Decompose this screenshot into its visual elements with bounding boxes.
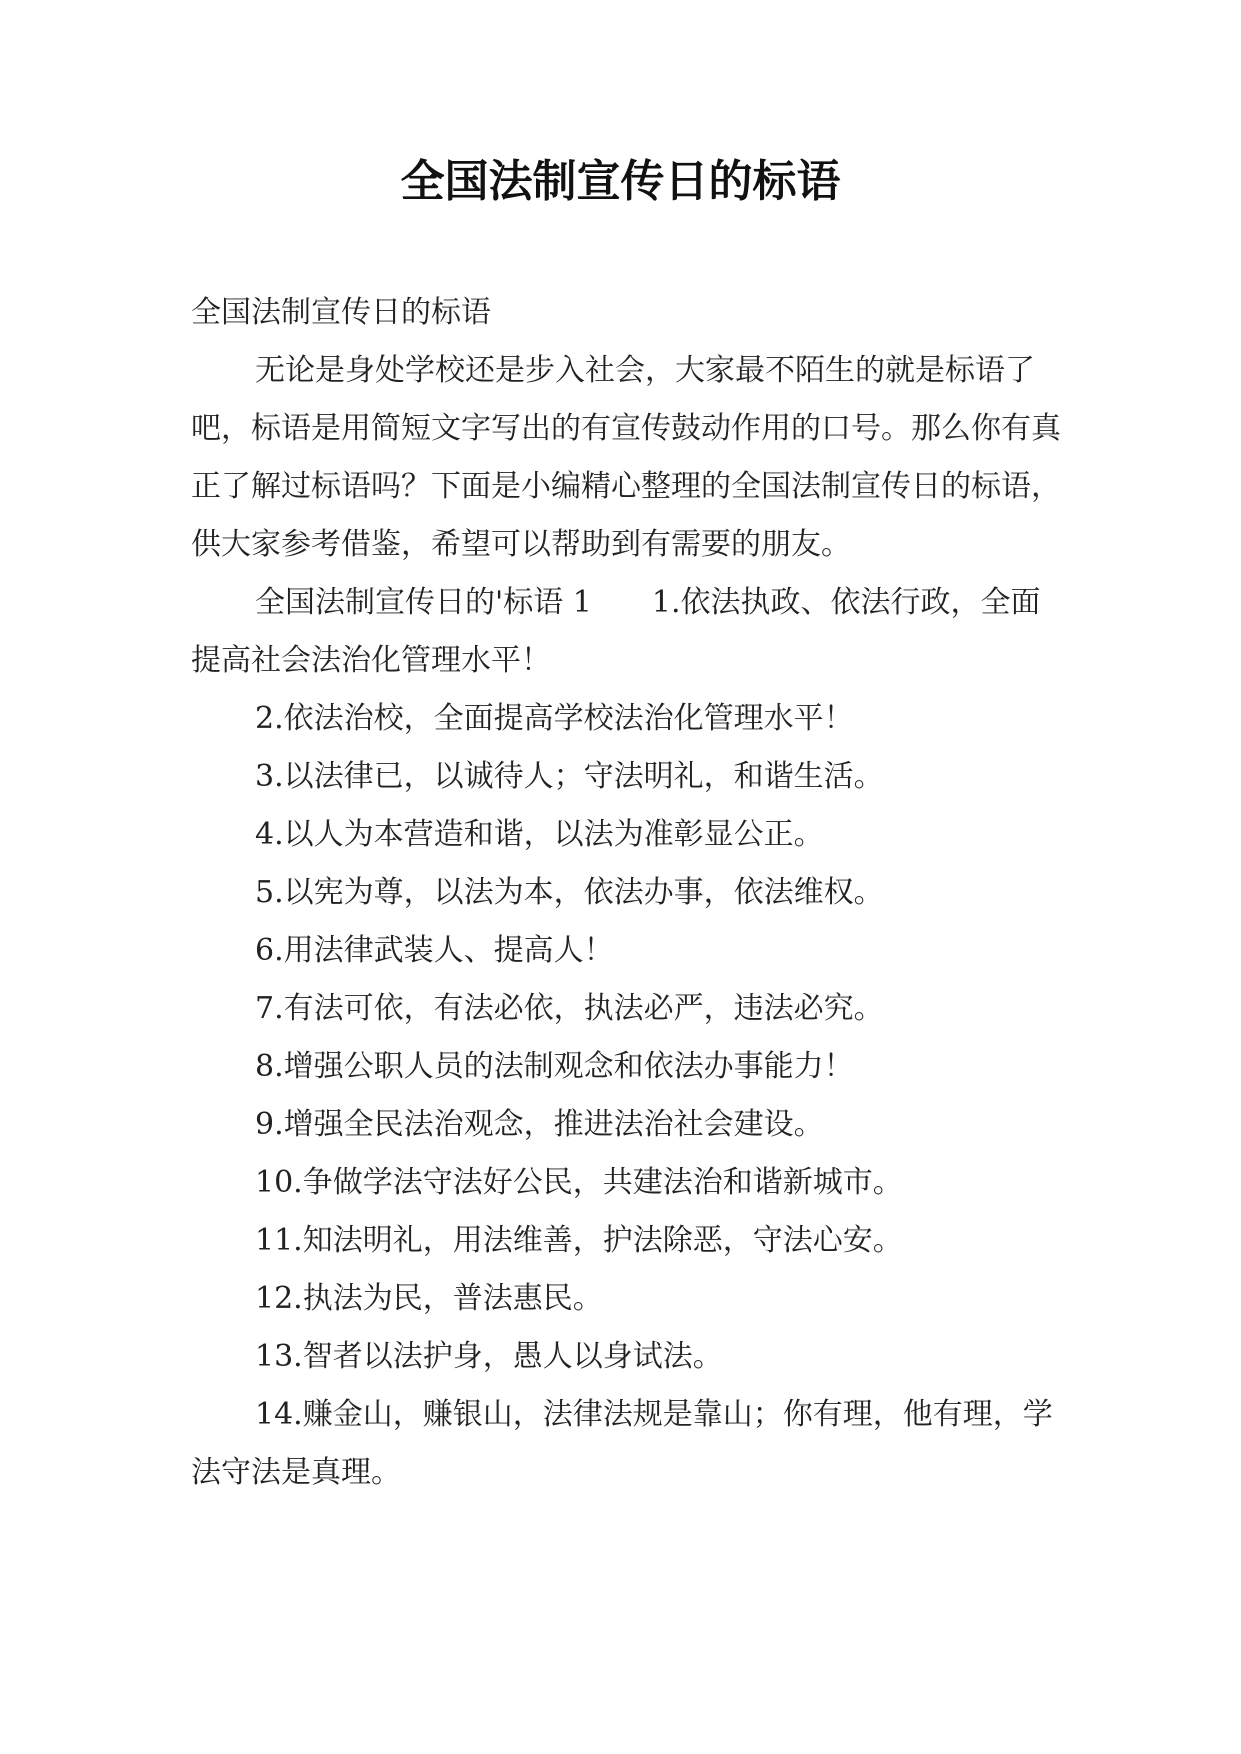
slogan-item: 13.智者以法护身，愚人以身试法。 bbox=[255, 1339, 723, 1374]
slogan-item: 10.争做学法守法好公民，共建法治和谐新城市。 bbox=[255, 1165, 903, 1200]
document-subtitle: 全国法制宣传日的标语 bbox=[191, 295, 491, 330]
intro-paragraph: 无论是身处学校还是步入社会，大家最不陌生的就是标语了吧，标语是用简短文字写出的有宣传鼓动作用的口号。那么你有真正了解过标语吗？下面是小编精心整理的全国法制宣传日的标语，供大家参考借鉴，希望可以帮助到有需要的朋友。 bbox=[191, 353, 1061, 562]
slogan-item: 8.增强公职人员的法制观念和依法办事能力！ bbox=[255, 1049, 854, 1084]
document-title: 全国法制宣传日的标语 bbox=[400, 156, 841, 207]
slogan-item: 14.赚金山，赚银山，法律法规是靠山；你有理，他有理，学法守法是真理。 bbox=[191, 1397, 1053, 1490]
slogan-item: 7.有法可依，有法必依，执法必严，违法必究。 bbox=[255, 991, 884, 1026]
document-body bbox=[191, 284, 1061, 1502]
slogan-item: 11.知法明礼，用法维善，护法除恶，守法心安。 bbox=[255, 1223, 903, 1258]
slogan-item: 9.增强全民法治观念，推进法治社会建设。 bbox=[255, 1107, 824, 1142]
section-intro-paragraph: 全国法制宣传日的'标语 1 1.依法执政、依法行政，全面提高社会法治化管理水平！ bbox=[191, 585, 1041, 678]
slogan-item: 3.以法律已，以诚待人；守法明礼，和谐生活。 bbox=[255, 759, 884, 794]
slogan-item: 6.用法律武装人、提高人！ bbox=[255, 933, 614, 968]
slogan-item: 12.执法为民，普法惠民。 bbox=[255, 1281, 603, 1316]
slogan-item: 4.以人为本营造和谐，以法为准彰显公正。 bbox=[255, 817, 824, 852]
slogan-item: 5.以宪为尊，以法为本，依法办事，依法维权。 bbox=[255, 875, 884, 910]
slogan-item: 2.依法治校，全面提高学校法治化管理水平！ bbox=[255, 701, 854, 736]
